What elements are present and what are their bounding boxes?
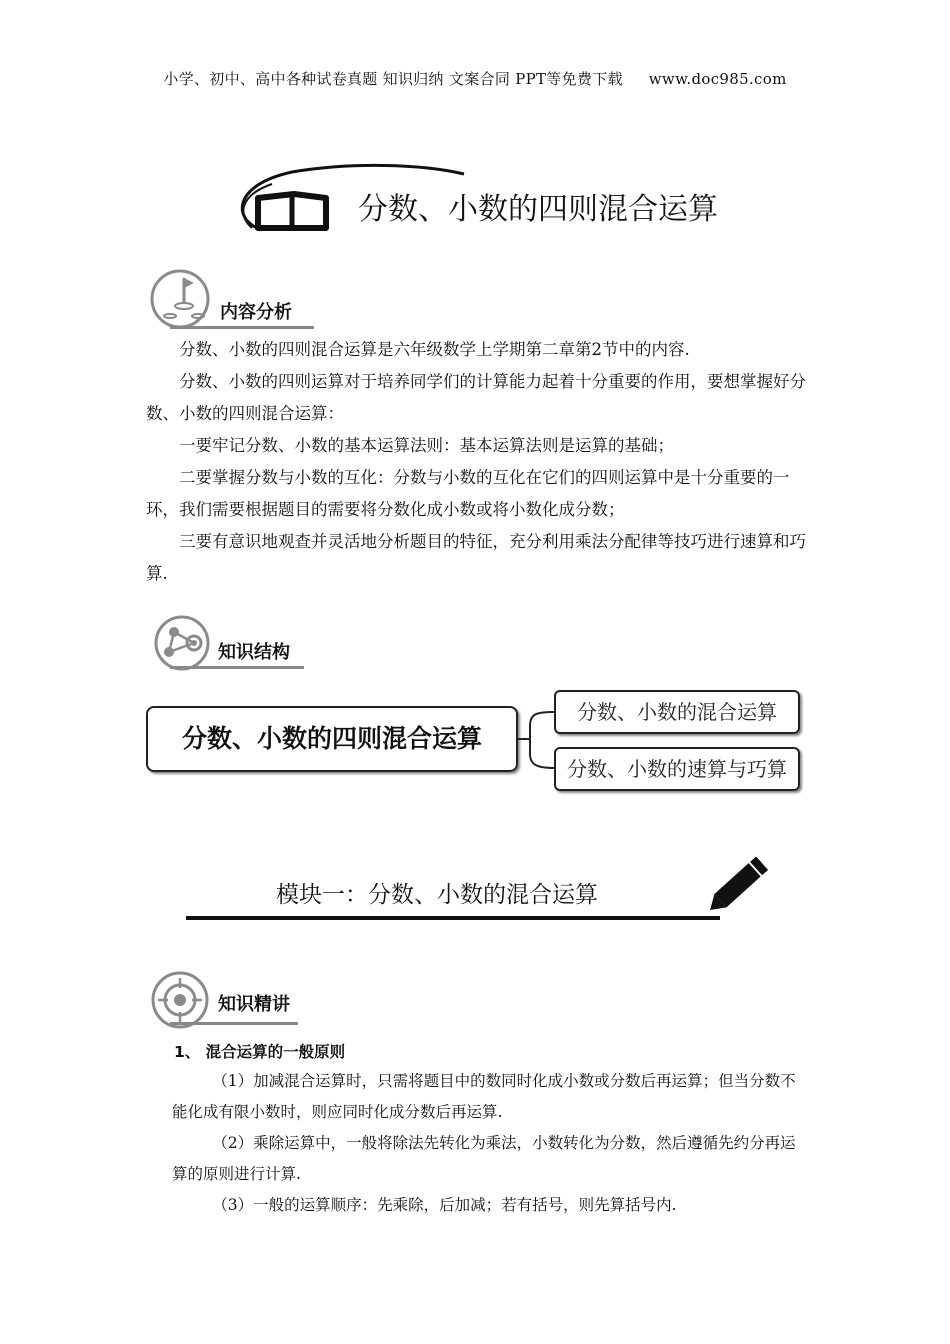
lecture-item: （2）乘除运算中，一般将除法先转化为乘法，小数转化为分数，然后遵循先约分再运算的原则进行计算. [172,1134,796,1183]
lecture-underline [170,1022,298,1025]
page-header [0,68,950,89]
header-site[interactable]: www.doc985.com [648,70,787,88]
mindmap-child-node: 分数、小数的速算与巧算 [554,747,800,791]
analysis-paragraph: 一要牢记分数、小数的基本运算法则：基本运算法则是运算的基础； [179,436,674,455]
pencil-icon [698,852,774,924]
analysis-underline [170,326,314,329]
module-underline [186,916,720,920]
lecture-item: （1）加减混合运算时，只需将题目中的数同时化成小数或分数后再运算；但当分数不能化成有限小数时，则应同时化成分数后再运算. [172,1072,796,1121]
lecture-heading: 1、 混合运算的一般原则 [174,1043,346,1061]
mindmap-child-node: 分数、小数的混合运算 [554,690,800,734]
analysis-paragraph: 三要有意识地观查并灵活地分析题目的特征，充分利用乘法分配律等技巧进行速算和巧算. [146,532,806,583]
lecture-body [172,1066,808,1221]
mindmap-main-node: 分数、小数的四则混合运算 [146,706,518,772]
lecture-item: （3）一般的运算顺序：先乘除，后加减；若有括号，则先算括号内. [212,1196,677,1214]
analysis-body [146,334,810,590]
network-icon [154,614,214,672]
structure-label: 知识结构 [218,642,290,663]
map-pin-icon [148,268,218,330]
target-icon [150,970,214,1030]
analysis-paragraph: 分数、小数的四则运算对于培养同学们的计算能力起着十分重要的作用，要想掌握好分数、小数的四则混合运算： [146,372,806,423]
header-text: 小学、初中、高中各种试卷真题 知识归纳 文案合同 PPT等免费下载 [163,70,623,88]
structure-underline [170,666,304,669]
analysis-label: 内容分析 [220,302,292,323]
module-title: 模块一：分数、小数的混合运算 [276,882,598,908]
mindmap-connector [518,700,558,780]
page-title: 分数、小数的四则混合运算 [358,192,718,227]
lecture-label: 知识精讲 [218,994,290,1015]
analysis-paragraph: 分数、小数的四则混合运算是六年级数学上学期第二章第2节中的内容. [179,340,690,359]
analysis-paragraph: 二要掌握分数与小数的互化：分数与小数的互化在它们的四则运算中是十分重要的一环，我们需要根据题目的需要将分数化成小数或将小数化成分数； [146,468,790,519]
